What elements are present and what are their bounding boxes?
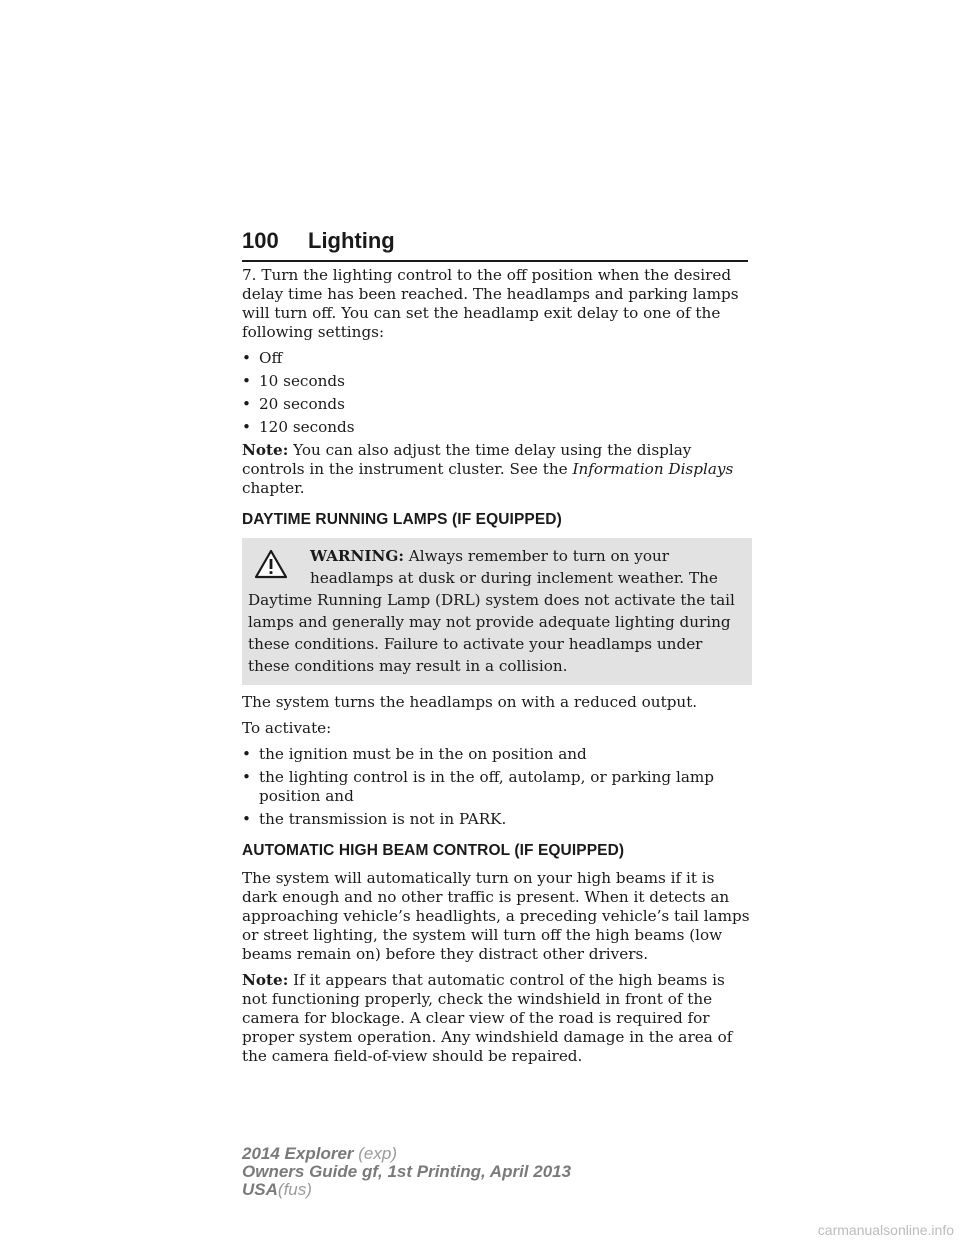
warning-box bbox=[242, 538, 752, 685]
page-header bbox=[242, 228, 748, 262]
drl-heading: DAYTIME RUNNING LAMPS (IF EQUIPPED) bbox=[242, 511, 562, 528]
bullet-icon: • bbox=[242, 768, 251, 786]
drl-body: The system turns the headlamps on with a reduced output. bbox=[242, 693, 698, 711]
footer-market-line: USA(fus) bbox=[242, 1180, 312, 1199]
note-end: chapter. bbox=[242, 479, 305, 497]
activate-label: To activate: bbox=[242, 719, 332, 737]
footer-model-line: 2014 Explorer (exp) bbox=[242, 1144, 397, 1163]
high-beam-note bbox=[242, 971, 752, 1066]
list-item: • 20 seconds bbox=[242, 395, 345, 413]
activation-conditions-list bbox=[242, 745, 752, 829]
bullet-icon: • bbox=[242, 810, 251, 828]
exit-delay-settings-list bbox=[242, 349, 752, 437]
bullet-icon: • bbox=[242, 395, 251, 413]
list-item: • 10 seconds bbox=[242, 372, 345, 390]
footer-guide-line: Owners Guide gf, 1st Printing, April 2013 bbox=[242, 1162, 572, 1181]
list-item: • 120 seconds bbox=[242, 418, 355, 436]
list-item: • the lighting control is in the off, autolamp, or parking lamp position and bbox=[242, 768, 714, 805]
list-item: • the transmission is not in PARK. bbox=[242, 810, 507, 828]
chapter-title: Lighting bbox=[308, 228, 395, 253]
note-label: Note: bbox=[242, 971, 289, 989]
note-text: You can also adjust the time delay using the display controls in the instrument cluster. See the bbox=[242, 441, 692, 478]
high-beam-heading: AUTOMATIC HIGH BEAM CONTROL (IF EQUIPPED) bbox=[242, 842, 625, 859]
note-paragraph bbox=[242, 441, 752, 498]
bullet-icon: • bbox=[242, 349, 251, 367]
chapter-reference: Information Displays bbox=[572, 460, 734, 478]
list-item: • Off bbox=[242, 349, 283, 367]
high-beam-body: The system will automatically turn on your high beams if it is dark enough and no other traffic is present. When it detects an approaching vehicle’s headlights, a preceding vehicle’s tail lamps or street lighting, the system will turn off the high beams (low beams remain on) before they distract other drivers. bbox=[242, 869, 750, 963]
list-item: • the ignition must be in the on position and bbox=[242, 745, 587, 763]
note-text: If it appears that automatic control of the high beams is not functioning properly, check the windshield in front of the camera for blockage. A clear view of the road is required for proper system operation. Any windshield damage in the area of the camera field-of-view should be repaired. bbox=[242, 971, 733, 1065]
warning-text: Always remember to turn on your headlamps at dusk or during inclement weather. The Daytime Running Lamp (DRL) system does not activate the tail lamps and generally may not provide adequate lighting during these conditions. Failure to activate your headlamps under these conditions may result in a collision. bbox=[248, 547, 735, 675]
page-number: 100 bbox=[242, 228, 279, 253]
bullet-icon: • bbox=[242, 745, 251, 763]
step-paragraph: 7. Turn the lighting control to the off position when the desired delay time has been reached. The headlamps and parking lamps will turn off. You can set the headlamp exit delay to one of the following settings: bbox=[242, 266, 739, 341]
warning-label: WARNING: bbox=[310, 547, 404, 565]
bullet-icon: • bbox=[242, 372, 251, 390]
note-label: Note: bbox=[242, 441, 289, 459]
print-footer bbox=[242, 1145, 571, 1199]
page-content bbox=[242, 266, 752, 1073]
bullet-icon: • bbox=[242, 418, 251, 436]
watermark: carmanualsonline.info bbox=[817, 1222, 954, 1238]
warning-triangle-icon bbox=[254, 549, 288, 579]
